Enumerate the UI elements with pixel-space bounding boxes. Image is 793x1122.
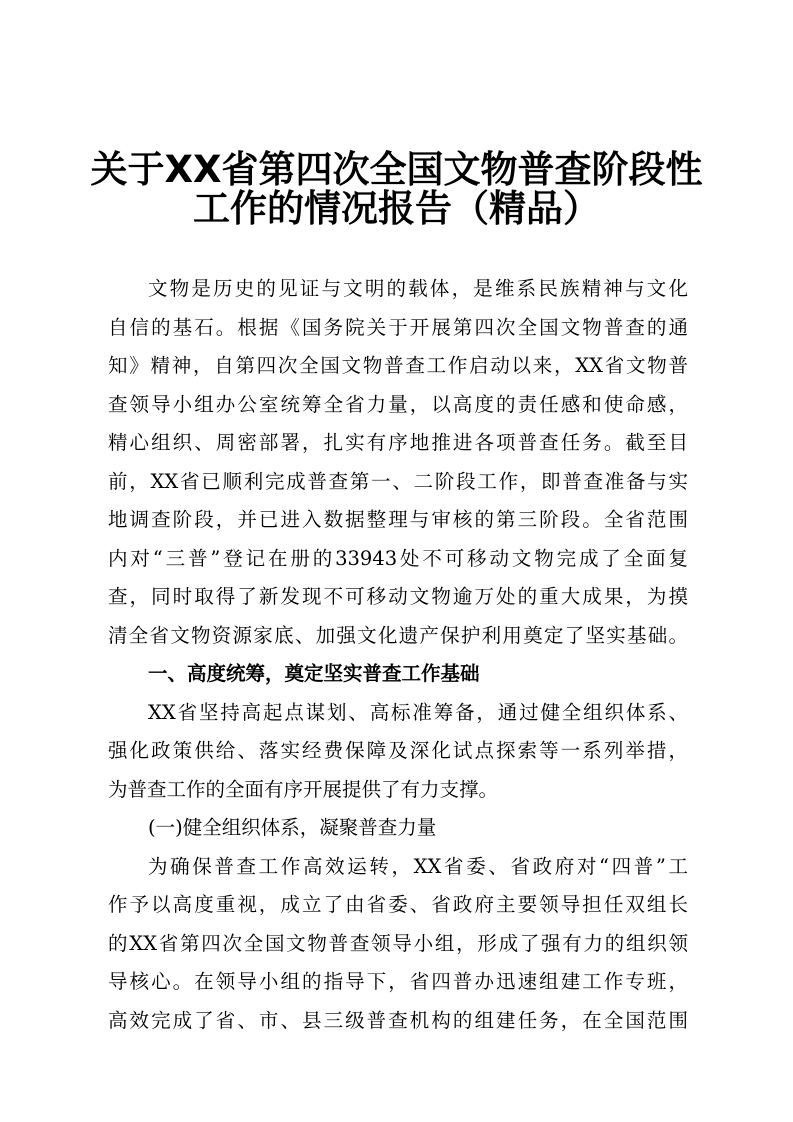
- text-line: 自信的基石。根据《国务院关于开展第四次全国文物普查的通: [108, 315, 688, 339]
- subsection-heading: [108, 809, 688, 848]
- paragraph: [108, 270, 688, 655]
- text-line: 一、高度统筹，奠定坚实普查工作基础: [148, 662, 480, 685]
- text-line: 的XX省第四次全国文物普查领导小组，形成了强有力的组织领: [108, 931, 688, 955]
- text-line: 精心组织、周密部署，扎实有序地推进各项普查任务。截至目: [108, 431, 688, 454]
- text-line: (一)健全组织体系，凝聚普查力量: [148, 816, 437, 839]
- section-heading: [108, 655, 688, 694]
- text-line: 知》精神，自第四次全国文物普查工作启动以来，XX省文物普: [108, 354, 688, 377]
- text-line: 导核心。在领导小组的指导下，省四普办迅速组建工作专班，: [108, 970, 688, 993]
- text-line: 为确保普查工作高效运转，XX省委、省政府对“四普”工: [148, 854, 688, 878]
- text-line: 为普查工作的全面有序开展提供了有力支撑。: [108, 777, 499, 801]
- text-line: 作予以高度重视，成立了由省委、省政府主要领导担任双组长: [108, 893, 688, 916]
- paragraph: [108, 848, 688, 1041]
- text-line: 查，同时取得了新发现不可移动文物逾万处的重大成果，为摸: [108, 585, 688, 608]
- text-line: XX省坚持高起点谋划、高标准筹备，通过健全组织体系、: [148, 700, 688, 724]
- text-line: 地调查阶段，并已进入数据整理与审核的第三阶段。全省范围: [108, 508, 688, 531]
- document-title-line-1: 关于XX省第四次全国文物普查阶段性: [90, 148, 703, 191]
- document-title-line-2: 工作的情况报告（精品）: [193, 187, 600, 230]
- text-line: 文物是历史的见证与文明的载体，是维系民族精神与文化: [148, 277, 688, 300]
- text-line: 内对“三普”登记在册的33943处不可移动文物完成了全面复: [108, 546, 688, 570]
- document-body: [108, 270, 688, 1040]
- text-line: 清全省文物资源家底、加强文化遗产保护利用奠定了坚实基础。: [108, 623, 688, 647]
- text-line: 前，XX省已顺利完成普查第一、二阶段工作，即普查准备与实: [108, 469, 688, 493]
- text-line: 强化政策供给、落实经费保障及深化试点探索等一系列举措，: [108, 739, 688, 762]
- text-line: 查领导小组办公室统筹全省力量，以高度的责任感和使命感，: [108, 392, 688, 416]
- paragraph: [108, 694, 688, 810]
- text-line: 高效完成了省、市、县三级普查机构的组建任务，在全国范围: [108, 1008, 688, 1032]
